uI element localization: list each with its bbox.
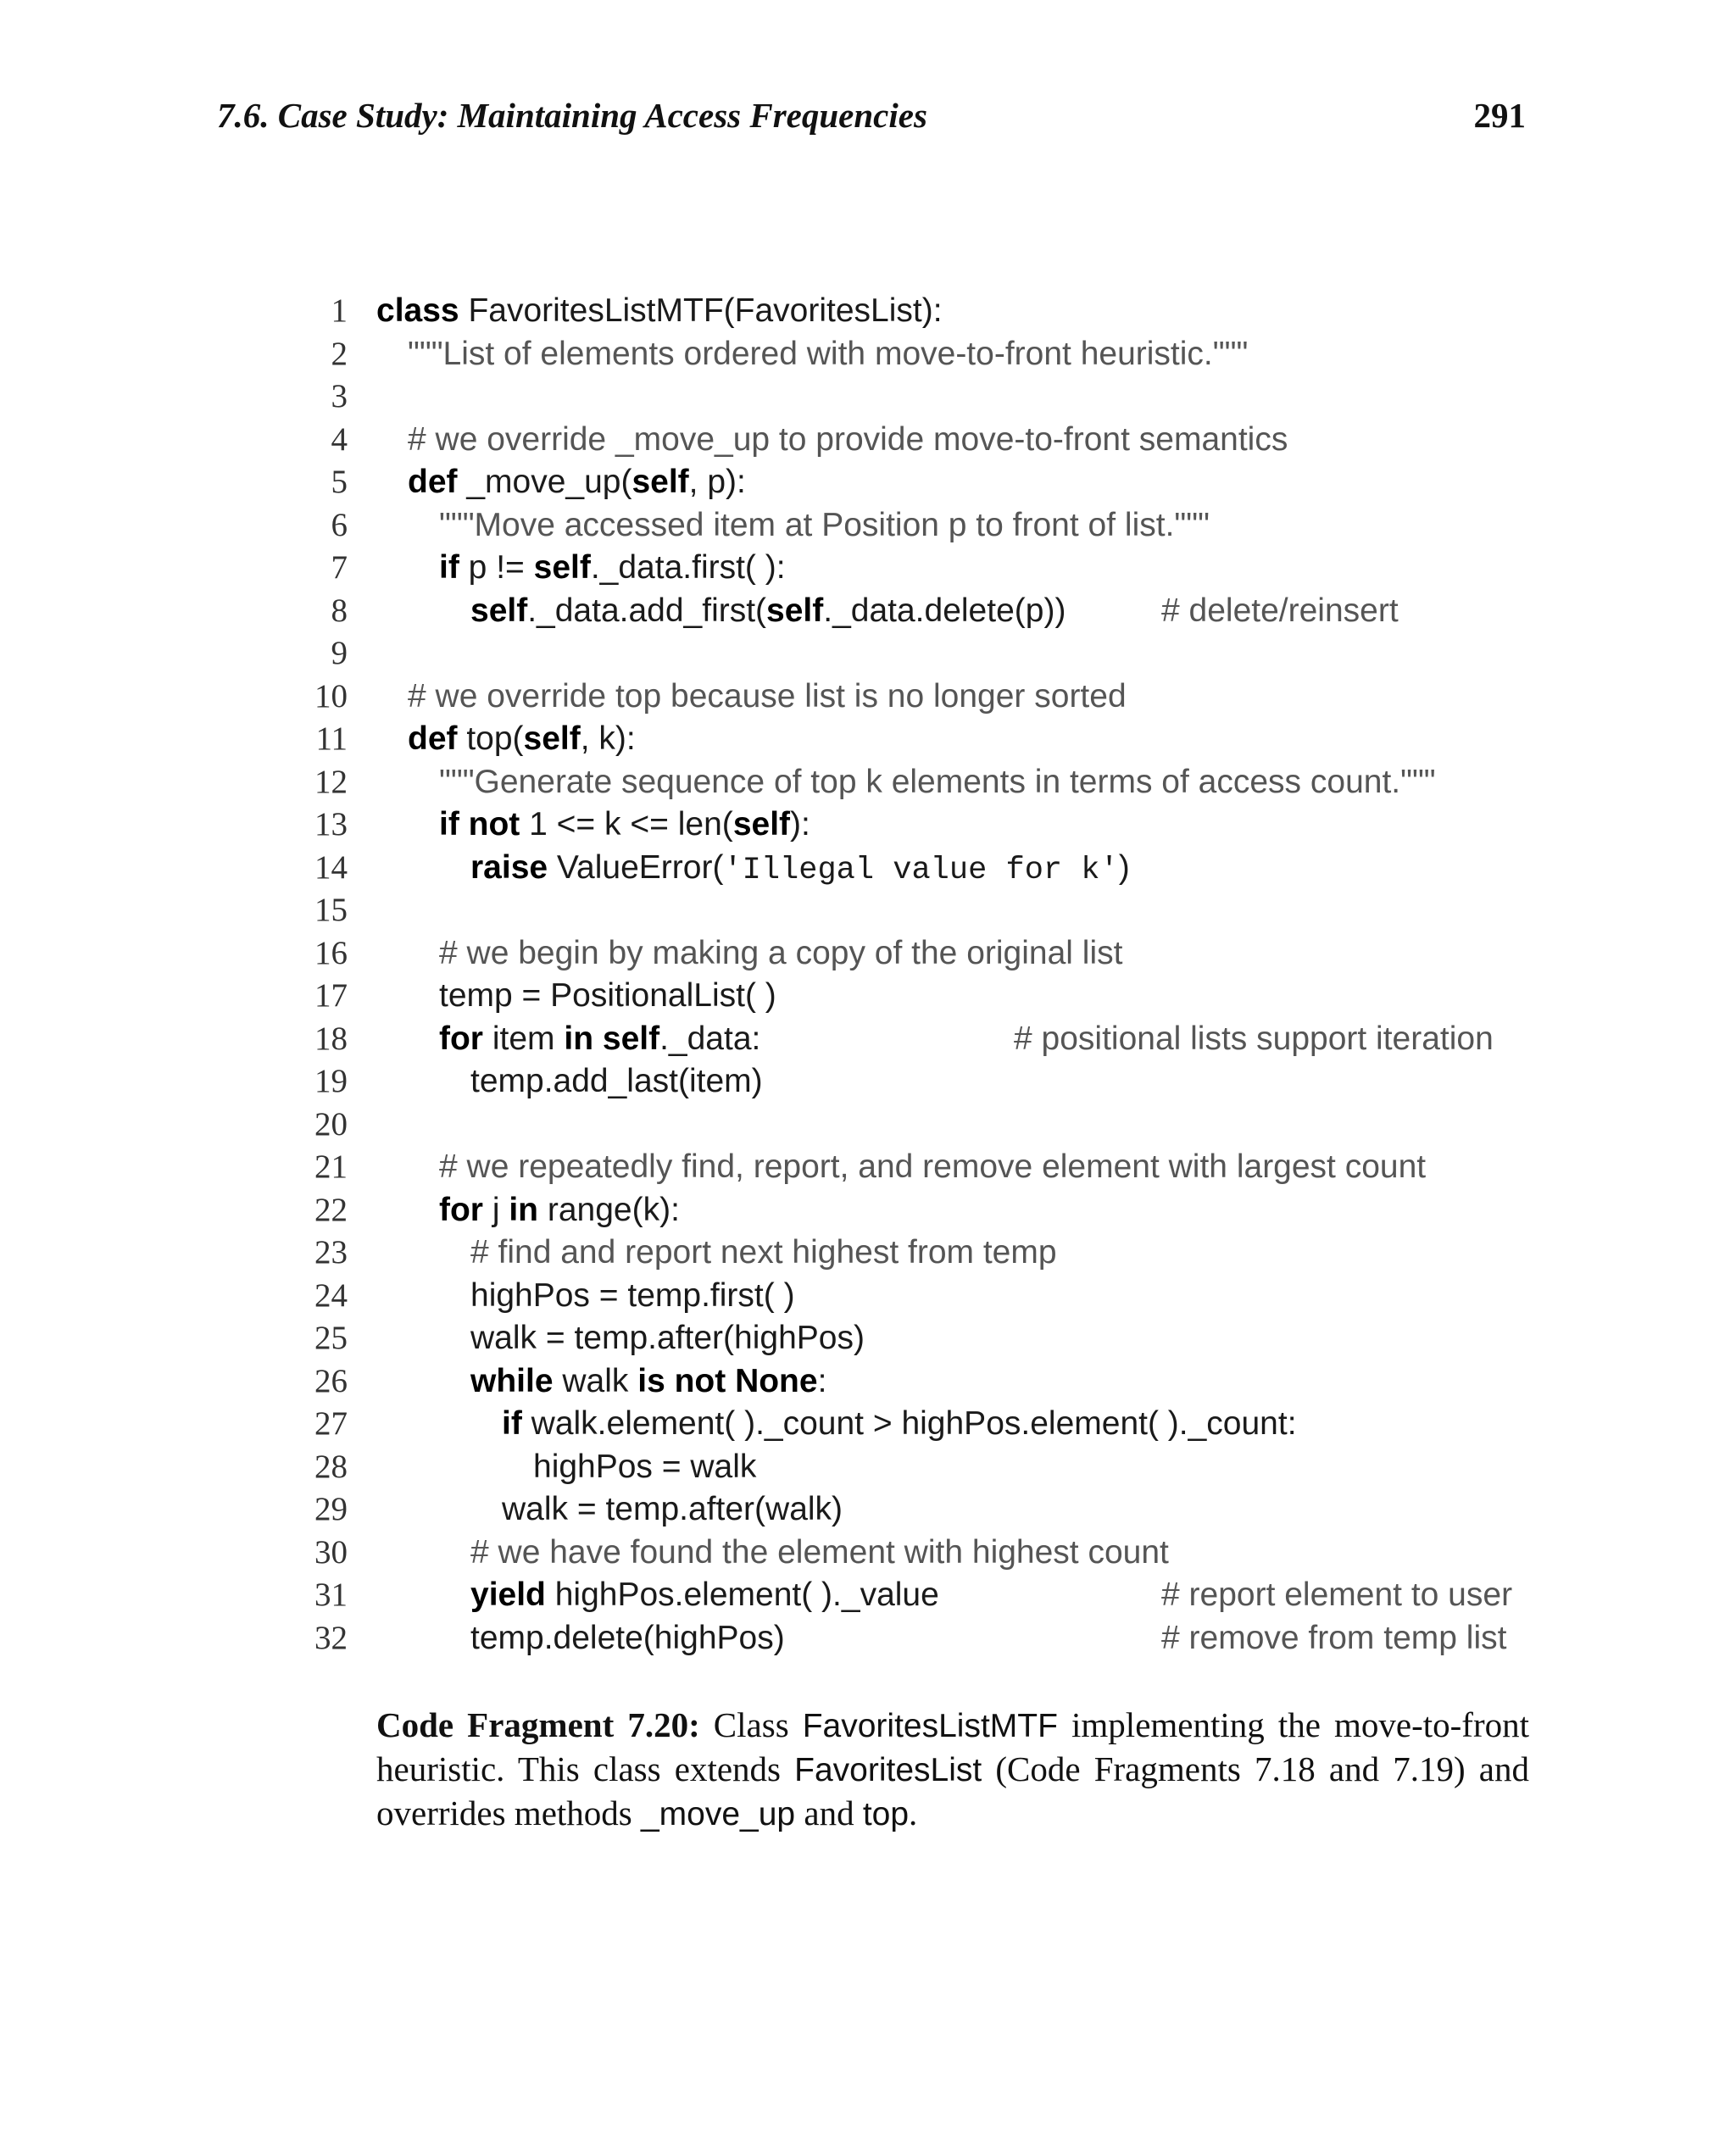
code-text xyxy=(470,590,1066,633)
line-number: 16 xyxy=(314,934,348,971)
code-comment: # we begin by making a copy of the original list xyxy=(439,934,1123,971)
line-number: 18 xyxy=(314,1020,348,1057)
page-header xyxy=(217,95,1526,142)
code-text xyxy=(408,461,746,504)
line-number: 22 xyxy=(314,1191,348,1228)
line-number: 10 xyxy=(314,677,348,715)
code-keyword: self xyxy=(533,549,591,586)
line-number: 11 xyxy=(315,720,348,757)
code-line xyxy=(0,889,1736,932)
code-comment: # we override _move_up to provide move-to-front semantics xyxy=(408,420,1288,458)
code-line xyxy=(0,1232,1736,1275)
caption-text: (Code Fragments 7.18 and 7.19) and overrides methods xyxy=(376,1749,1529,1832)
code-text xyxy=(533,1446,756,1489)
line-number: 13 xyxy=(314,806,348,842)
code-keyword: self xyxy=(766,592,824,629)
code-text xyxy=(470,847,1130,893)
code-comment: # we have found the element with highest count xyxy=(470,1533,1169,1571)
section-title: 7.6. Case Study: Maintaining Access Frequencies xyxy=(217,96,927,135)
code-keyword: for xyxy=(439,1020,483,1057)
caption-text: . xyxy=(909,1793,918,1832)
code-token: item xyxy=(483,1020,565,1057)
code-comment: """Generate sequence of top k elements in terms of access count.""" xyxy=(439,763,1436,800)
code-text xyxy=(502,1488,843,1532)
code-text xyxy=(408,419,1288,462)
code-comment: # we override top because list is no longer sorted xyxy=(408,677,1127,715)
code-keyword: for xyxy=(439,1191,483,1228)
code-comment: """Move accessed item at Position p to front of list.""" xyxy=(439,506,1210,543)
line-number: 12 xyxy=(314,763,348,800)
code-text xyxy=(470,1060,763,1104)
code-keyword: while xyxy=(470,1362,554,1399)
code-text xyxy=(470,1617,785,1660)
code-comment: # find and report next highest from temp xyxy=(470,1234,1057,1271)
caption-text: implementing the move-to-front heuristic. This class extends xyxy=(376,1705,1529,1788)
code-token xyxy=(593,1020,603,1057)
code-keyword: def xyxy=(408,720,458,757)
code-text xyxy=(408,333,1248,376)
code-line xyxy=(0,504,1736,548)
code-line xyxy=(0,1403,1736,1446)
code-text xyxy=(439,547,786,590)
line-number: 25 xyxy=(314,1320,348,1356)
code-text xyxy=(502,1403,1297,1446)
code-line xyxy=(0,632,1736,676)
code-text xyxy=(470,1360,826,1404)
code-keyword: is not None xyxy=(637,1362,818,1399)
code-line xyxy=(0,333,1736,376)
code-token: top( xyxy=(457,720,524,757)
code-line xyxy=(0,761,1736,804)
code-keyword: raise xyxy=(470,848,548,886)
code-line xyxy=(0,1360,1736,1404)
caption-method-top: top xyxy=(862,1796,910,1832)
code-token: 1 <= k <= len( xyxy=(520,806,733,842)
code-line xyxy=(0,1488,1736,1532)
line-number: 24 xyxy=(314,1276,348,1314)
code-token: range(k): xyxy=(538,1191,680,1228)
code-text xyxy=(408,676,1127,719)
code-token: highPos = temp.first( ) xyxy=(470,1276,795,1314)
code-line xyxy=(0,1018,1736,1061)
line-number: 28 xyxy=(314,1448,348,1485)
line-number: 32 xyxy=(314,1619,348,1656)
line-number: 21 xyxy=(314,1148,348,1185)
code-token: highPos = walk xyxy=(533,1448,757,1485)
code-line xyxy=(0,676,1736,719)
code-token: ): xyxy=(790,806,810,842)
line-number: 23 xyxy=(314,1234,348,1271)
code-keyword: self xyxy=(732,806,791,842)
code-token: walk = temp.after(highPos) xyxy=(470,1320,865,1356)
line-number: 5 xyxy=(331,464,348,500)
code-text xyxy=(439,1189,680,1232)
code-token: ._data.add_first( xyxy=(527,592,767,629)
code-text xyxy=(439,932,1122,976)
line-number: 17 xyxy=(314,977,348,1014)
code-line xyxy=(0,1317,1736,1360)
code-token: p != xyxy=(459,549,534,586)
code-token: temp.add_last(item) xyxy=(470,1063,763,1099)
code-token: _move_up( xyxy=(457,464,632,500)
code-comment: """List of elements ordered with move-to-front heuristic.""" xyxy=(408,335,1249,372)
caption-method-move-up: _move_up xyxy=(640,1796,796,1832)
code-keyword: self xyxy=(470,592,528,629)
code-comment: # we repeatedly find, report, and remove element with largest count xyxy=(439,1148,1427,1185)
code-text xyxy=(408,718,636,761)
code-token: ._data.delete(p)) xyxy=(823,592,1066,629)
code-text xyxy=(439,975,776,1018)
line-number: 8 xyxy=(331,592,348,629)
line-number: 15 xyxy=(314,892,348,928)
code-listing xyxy=(0,290,1736,1660)
code-token: walk.element( )._count > highPos.element( )._count: xyxy=(521,1405,1297,1442)
line-number: 30 xyxy=(314,1533,348,1571)
code-token: ValueError( xyxy=(548,848,724,886)
line-number: 2 xyxy=(331,335,348,372)
caption-class-name: FavoritesListMTF xyxy=(802,1708,1058,1744)
code-token: temp = PositionalList( ) xyxy=(439,977,776,1014)
code-line xyxy=(0,975,1736,1018)
code-token: j xyxy=(483,1191,509,1228)
code-text xyxy=(376,290,943,333)
code-keyword: if not xyxy=(439,806,520,842)
caption-text: and xyxy=(795,1793,863,1832)
code-text xyxy=(470,1232,1057,1275)
code-token: walk xyxy=(553,1362,638,1399)
line-number: 29 xyxy=(314,1491,348,1527)
code-text xyxy=(439,804,810,847)
caption-text: Class xyxy=(699,1705,803,1744)
code-line xyxy=(0,1104,1736,1147)
code-line xyxy=(0,1446,1736,1489)
line-number: 14 xyxy=(314,848,348,886)
code-token: , p): xyxy=(688,464,746,500)
code-line xyxy=(0,1146,1736,1189)
code-line xyxy=(0,590,1736,633)
code-line xyxy=(0,290,1736,333)
code-line xyxy=(0,847,1736,890)
code-text xyxy=(470,1317,865,1360)
code-token: temp.delete(highPos) xyxy=(470,1619,785,1656)
line-number: 27 xyxy=(314,1405,348,1442)
line-number: 9 xyxy=(331,635,348,671)
line-number: 1 xyxy=(331,292,348,329)
line-number: 3 xyxy=(331,378,348,414)
code-keyword: self xyxy=(632,464,689,500)
code-keyword: yield xyxy=(470,1577,546,1613)
code-line xyxy=(0,1617,1736,1660)
code-keyword: in xyxy=(509,1191,539,1228)
code-token: FavoritesListMTF(FavoritesList): xyxy=(459,292,943,329)
code-text xyxy=(470,1574,939,1617)
code-text xyxy=(439,1146,1426,1189)
code-line xyxy=(0,419,1736,462)
code-keyword: if xyxy=(502,1405,522,1442)
code-line xyxy=(0,718,1736,761)
caption-base-name: FavoritesList xyxy=(794,1752,982,1788)
code-trailing-comment: # remove from temp list xyxy=(1161,1619,1507,1656)
code-line xyxy=(0,1275,1736,1318)
code-keyword: def xyxy=(408,464,458,500)
line-number: 7 xyxy=(331,549,348,586)
code-line xyxy=(0,1060,1736,1104)
line-number: 4 xyxy=(331,420,348,458)
caption-label: Code Fragment 7.20: xyxy=(376,1705,700,1744)
code-text xyxy=(470,1275,795,1318)
code-trailing-comment: # positional lists support iteration xyxy=(1014,1020,1494,1057)
code-keyword: class xyxy=(376,292,459,329)
code-keyword: in xyxy=(564,1020,594,1057)
code-string: 'Illegal value for k' xyxy=(723,852,1119,888)
code-trailing-comment: # report element to user xyxy=(1161,1577,1513,1613)
code-text xyxy=(439,761,1436,804)
code-line xyxy=(0,547,1736,590)
line-number: 31 xyxy=(314,1577,348,1613)
code-token: walk = temp.after(walk) xyxy=(502,1491,843,1527)
line-number: 6 xyxy=(331,506,348,543)
code-line xyxy=(0,1532,1736,1575)
line-number: 20 xyxy=(314,1105,348,1143)
code-token: ._data: xyxy=(659,1020,761,1057)
code-caption xyxy=(376,1704,1529,1836)
code-keyword: self xyxy=(523,720,581,757)
code-token: , k): xyxy=(580,720,636,757)
code-token: : xyxy=(817,1362,827,1399)
code-token: ._data.first( ): xyxy=(590,549,786,586)
code-text xyxy=(470,1532,1169,1575)
code-text xyxy=(439,504,1210,548)
code-line xyxy=(0,804,1736,847)
code-line xyxy=(0,461,1736,504)
page-number: 291 xyxy=(1473,96,1526,135)
code-line xyxy=(0,1574,1736,1617)
code-line xyxy=(0,1189,1736,1232)
line-number: 26 xyxy=(314,1362,348,1399)
code-line xyxy=(0,932,1736,976)
code-keyword: self xyxy=(602,1020,660,1057)
code-trailing-comment: # delete/reinsert xyxy=(1161,592,1399,629)
line-number: 19 xyxy=(314,1063,348,1099)
code-text xyxy=(439,1018,760,1061)
code-token: ) xyxy=(1118,848,1130,886)
code-keyword: if xyxy=(439,549,459,586)
code-line xyxy=(0,375,1736,419)
code-token: highPos.element( )._value xyxy=(545,1577,939,1613)
